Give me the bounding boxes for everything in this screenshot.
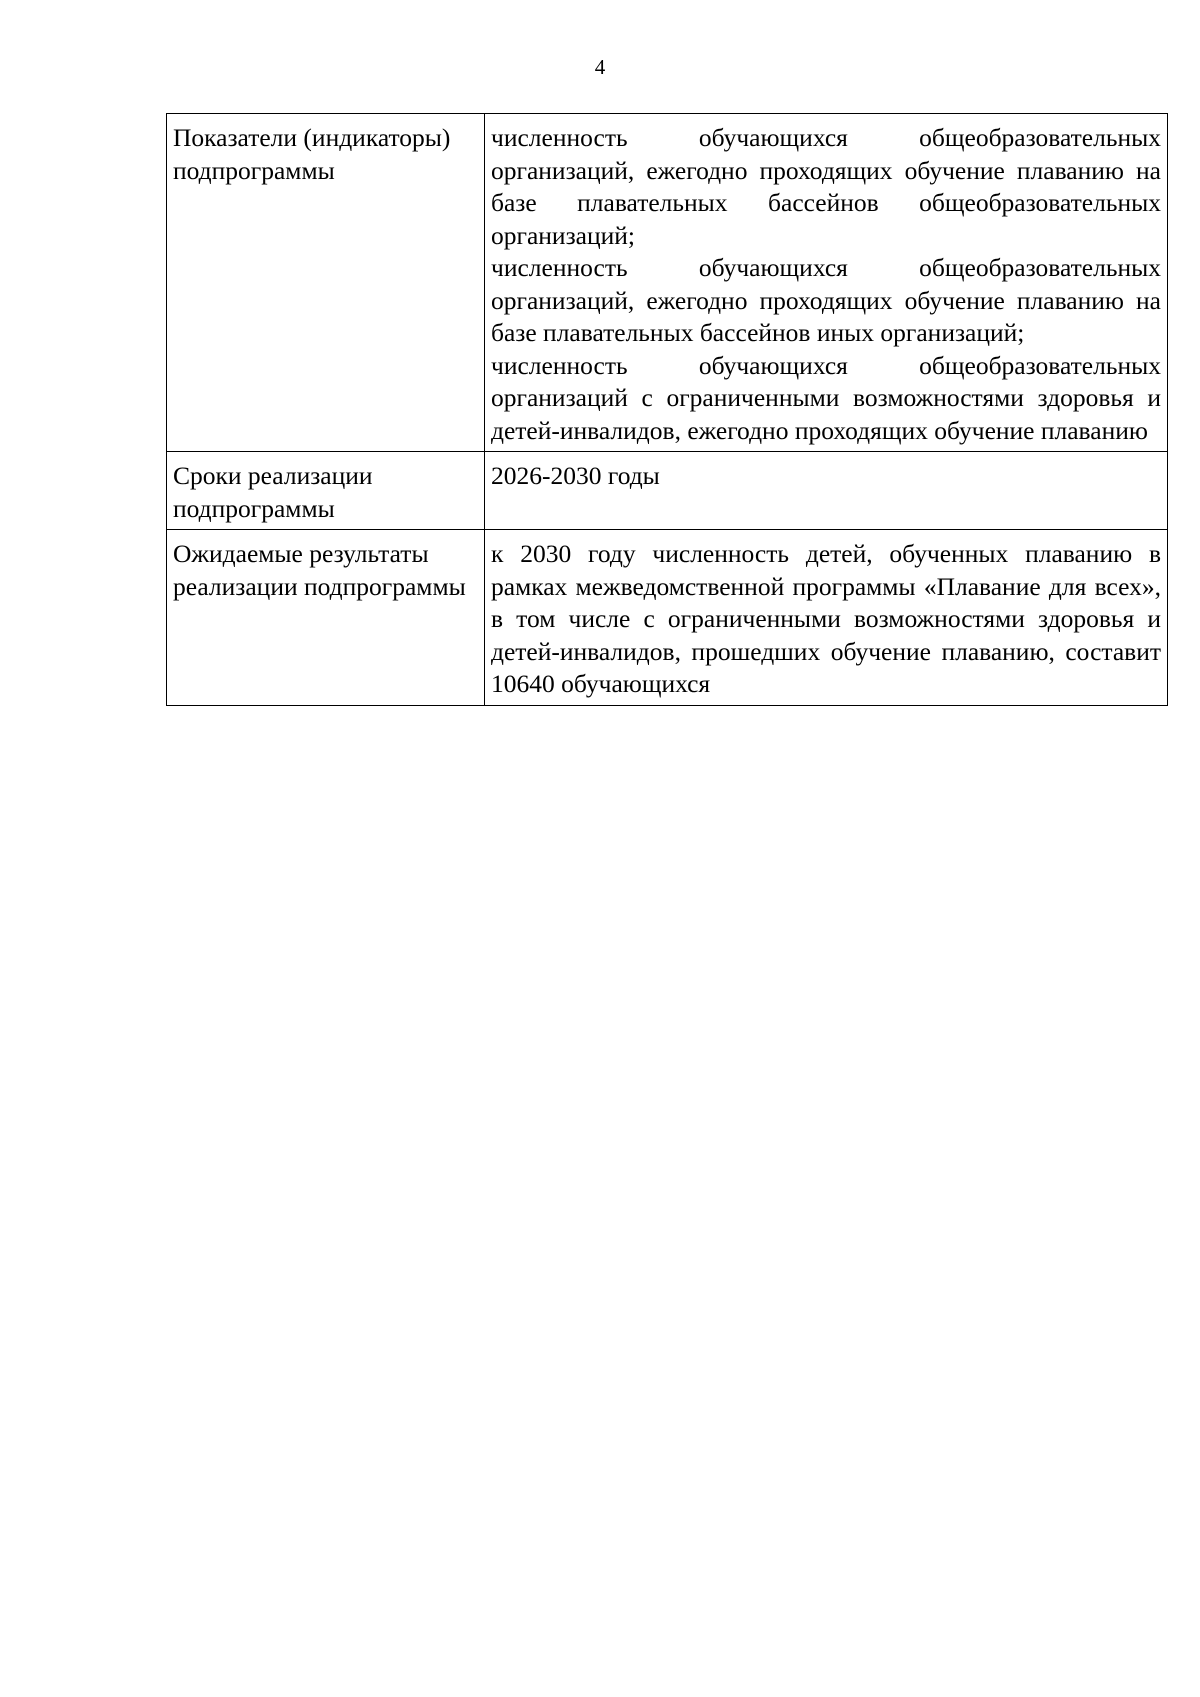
indicator-paragraph: численность обучающихся общеобразовательных организаций, ежегодно проходящих обучение плаванию на базе плавательных бассейнов иных организаций; — [491, 253, 1161, 347]
timeline-paragraph: 2026-2030 годы — [491, 461, 660, 490]
table-row — [167, 114, 1168, 452]
row-label-timeline: Сроки реализации подпрограммы — [167, 452, 485, 530]
row-value-timeline — [485, 452, 1168, 530]
table-row — [167, 530, 1168, 706]
row-value-indicators — [485, 114, 1168, 452]
row-label-expected-results: Ожидаемые результаты реализации подпрограммы — [167, 530, 485, 706]
table-row — [167, 452, 1168, 530]
row-label-indicators: Показатели (индикаторы) подпрограммы — [167, 114, 485, 452]
indicator-paragraph: численность обучающихся общеобразовательных организаций с ограниченными возможностями здоровья и детей-инвалидов, ежегодно проходящих обучение плаванию — [491, 350, 1161, 445]
expected-results-paragraph: к 2030 году численность детей, обученных плаванию в рамках межведомственной программы «Плавание для всех», в том числе с ограниченными возможностями здоровья и детей-инвалидов, прошедших обучение плаванию, составит 10640 обучающихся — [491, 539, 1161, 698]
indicator-paragraph: численность обучающихся общеобразовательных организаций, ежегодно проходящих обучение плаванию на базе плавательных бассейнов общеобразовательных организаций; — [491, 123, 1161, 250]
row-value-expected-results — [485, 530, 1168, 706]
subprogram-passport-table — [166, 113, 1168, 706]
page-number: 4 — [594, 55, 606, 79]
